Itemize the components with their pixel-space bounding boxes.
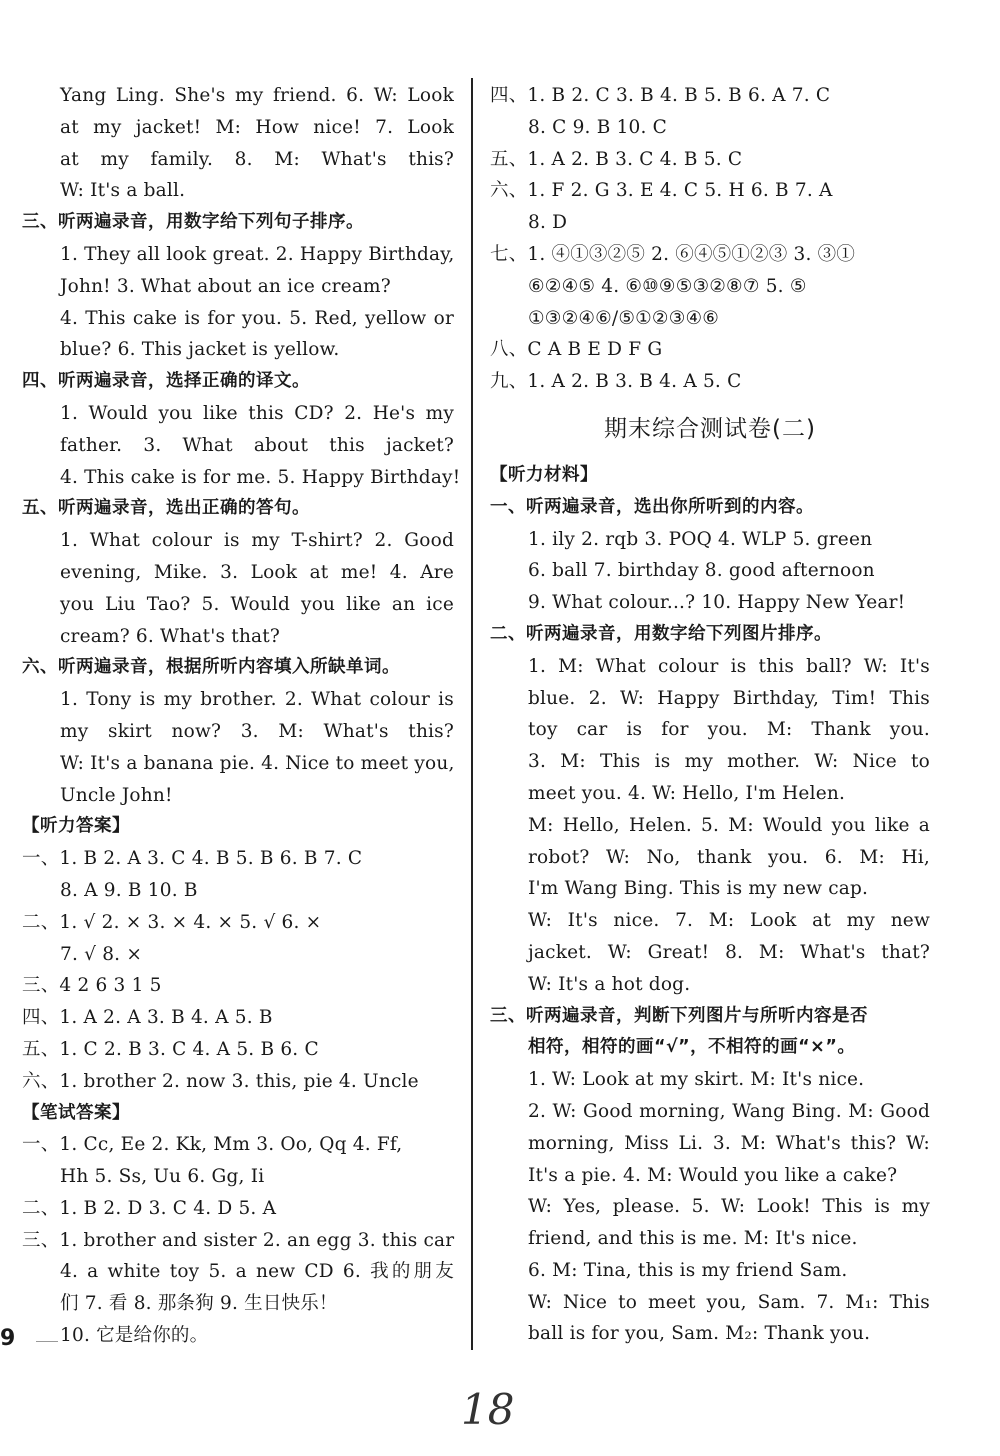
text-line: 4. This cake is for me. 5. Happy Birthday! bbox=[60, 466, 461, 488]
section-heading: 四、1. B 2. C 3. B 4. B 5. B 6. A 7. C bbox=[490, 85, 831, 106]
text-line: toy car is for you. M: Thank you. bbox=[528, 719, 930, 741]
text-line: 们 7. 看 8. 那条狗 9. 生日快乐！ bbox=[60, 1293, 338, 1315]
text-line: 8. C 9. B 10. C bbox=[528, 116, 668, 138]
handwritten-page-number: 18 bbox=[461, 1385, 515, 1434]
section-heading: 二、听两遍录音，用数字给下列图片排序。 bbox=[490, 623, 832, 644]
right-column bbox=[490, 80, 930, 1350]
text-line: 7. √ 8. × bbox=[60, 943, 143, 965]
text-line: robot? W: No, thank you. 6. M: Hi, bbox=[528, 846, 930, 868]
section-heading: 一、1. Cc, Ee 2. Kk, Mm 3. Oo, Qq 4. Ff, bbox=[22, 1134, 403, 1156]
section-heading: 三、听两遍录音，用数字给下列句子排序。 bbox=[22, 212, 364, 233]
answer-section-top bbox=[490, 80, 930, 398]
text-line: 1. W: Look at my skirt. M: It's nice. bbox=[528, 1069, 865, 1091]
section-heading: 六、1. F 2. G 3. E 4. C 5. H 6. B 7. A bbox=[490, 180, 833, 202]
text-line: ⑥②④⑤ 4. ⑥⑩⑨⑤③②⑧⑦ 5. ⑤ bbox=[528, 275, 807, 297]
text-line: meet you. 4. W: Hello, I'm Helen. bbox=[528, 782, 846, 804]
text-line: W: It's a banana pie. 4. Nice to meet you, bbox=[60, 752, 455, 774]
section-heading: 五、听两遍录音，选出正确的答句。 bbox=[22, 498, 310, 519]
section-heading: 五、1. A 2. B 3. C 4. B 5. C bbox=[490, 148, 743, 170]
section-heading: 相符，相符的画“√”，不相符的画“×”。 bbox=[528, 1037, 856, 1058]
section-heading: 【听力材料】 bbox=[490, 464, 598, 485]
text-line: evening, Mike. 3. Look at me! 4. Are bbox=[60, 561, 454, 583]
section-heading: 三、4 2 6 3 1 5 bbox=[22, 975, 162, 997]
text-line: jacket. W: Great! 8. M: What's that? bbox=[528, 941, 930, 963]
page-number: 9 bbox=[0, 1326, 16, 1351]
text-line: It's a pie. 4. M: Would you like a cake? bbox=[528, 1164, 898, 1186]
text-line: 3. M: This is my mother. W: Nice to bbox=[528, 751, 930, 773]
text-line: 4. This cake is for you. 5. Red, yellow or bbox=[60, 307, 454, 329]
text-line: 4. a white toy 5. a new CD 6. 我的朋友 bbox=[60, 1261, 454, 1283]
text-line: cream? 6. What's that? bbox=[60, 625, 281, 647]
text-line: 1. Tony is my brother. 2. What colour is bbox=[60, 689, 454, 711]
text-line: 2. W: Good morning, Wang Bing. M: Good bbox=[528, 1100, 930, 1122]
section-heading: 二、1. B 2. D 3. C 4. D 5. A bbox=[22, 1197, 277, 1219]
text-line: Hh 5. Ss, Uu 6. Gg, Ii bbox=[60, 1166, 265, 1188]
section-heading: 五、1. C 2. B 3. C 4. A 5. B 6. C bbox=[22, 1038, 319, 1060]
section-heading: 六、1. brother 2. now 3. this, pie 4. Uncle bbox=[22, 1070, 419, 1092]
text-line: Uncle John! bbox=[60, 784, 173, 806]
text-line: you Liu Tao? 5. Would you like an ice bbox=[60, 593, 454, 615]
text-line: John! 3. What about an ice cream? bbox=[60, 275, 391, 297]
text-line: W: It's a ball. bbox=[60, 180, 186, 202]
text-line: 1. What colour is my T-shirt? 2. Good bbox=[60, 530, 454, 552]
section-heading: 二、1. √ 2. × 3. × 4. × 5. √ 6. × bbox=[22, 911, 322, 933]
text-line: blue. 2. W: Happy Birthday, Tim! This bbox=[528, 687, 930, 709]
text-line: 1. ily 2. rqb 3. POQ 4. WLP 5. green bbox=[528, 528, 873, 550]
section-heading: 【听力答案】 bbox=[22, 816, 130, 837]
section-heading: 【笔试答案】 bbox=[22, 1102, 130, 1123]
text-line: W: Nice to meet you, Sam. 7. M₁: This bbox=[528, 1291, 930, 1313]
section-heading: 六、听两遍录音，根据所听内容填入所缺单词。 bbox=[22, 657, 400, 678]
listening-material-section bbox=[490, 460, 930, 1350]
page-number-rule bbox=[36, 1341, 58, 1342]
text-line: ball is for you, Sam. M₂: Thank you. bbox=[528, 1323, 871, 1345]
section-heading: 一、1. B 2. A 3. C 4. B 5. B 6. B 7. C bbox=[22, 848, 363, 870]
text-line: 8. A 9. B 10. B bbox=[60, 879, 198, 901]
text-line: 8. D bbox=[528, 212, 568, 234]
text-line: W: Yes, please. 5. W: Look! This is my bbox=[528, 1196, 930, 1218]
text-line: W: It's a hot dog. bbox=[528, 973, 691, 995]
section-heading: 八、C A B E D F G bbox=[490, 339, 663, 361]
section-heading: 四、听两遍录音，选择正确的译文。 bbox=[22, 371, 310, 392]
text-line: I'm Wang Bing. This is my new cap. bbox=[528, 878, 869, 900]
text-line: 1. They all look great. 2. Happy Birthday, bbox=[60, 243, 455, 265]
text-line: morning, Miss Li. 3. M: What's this? W: bbox=[528, 1132, 930, 1154]
section-heading: 三、1. brother and sister 2. an egg 3. this car bbox=[22, 1229, 455, 1251]
text-line: my skirt now? 3. M: What's this? bbox=[60, 720, 454, 742]
text-line: Yang Ling. She's my friend. 6. W: Look bbox=[60, 85, 454, 106]
test-title: 期末综合测试卷(二) bbox=[604, 415, 816, 442]
text-line: at my jacket! M: How nice! 7. Look bbox=[60, 116, 454, 138]
text-line: 6. ball 7. birthday 8. good afternoon bbox=[528, 560, 875, 582]
text-line: 1. Would you like this CD? 2. He's my bbox=[60, 402, 454, 424]
text-line: W: It's nice. 7. M: Look at my new bbox=[528, 910, 930, 932]
text-line: at my family. 8. M: What's this? bbox=[60, 148, 454, 170]
text-line: 6. M: Tina, this is my friend Sam. bbox=[528, 1259, 848, 1281]
text-line: father. 3. What about this jacket? bbox=[60, 434, 454, 456]
text-line: ①③②④⑥/⑤①②③④⑥ bbox=[528, 307, 720, 329]
section-heading: 四、1. A 2. A 3. B 4. A 5. B bbox=[22, 1007, 273, 1029]
text-line: 9. What colour...? 10. Happy New Year! bbox=[528, 592, 906, 614]
text-line: 10. 它是给你的。 bbox=[60, 1325, 209, 1347]
section-heading: 七、1. ④①③②⑤ 2. ⑥④⑤①②③ 3. ③① bbox=[490, 243, 856, 265]
text-line: blue? 6. This jacket is yellow. bbox=[60, 339, 340, 361]
section-heading: 九、1. A 2. B 3. B 4. A 5. C bbox=[490, 371, 742, 393]
column-divider bbox=[471, 78, 473, 1350]
text-line: M: Hello, Helen. 5. M: Would you like a bbox=[528, 814, 930, 836]
section-heading: 一、听两遍录音，选出你所听到的内容。 bbox=[490, 496, 814, 517]
section-heading: 三、听两遍录音，判断下列图片与所听内容是否 bbox=[490, 1005, 868, 1026]
left-column bbox=[22, 80, 461, 1352]
text-line: 1. M: What colour is this ball? W: It's bbox=[528, 655, 930, 677]
text-line: friend, and this is me. M: It's nice. bbox=[528, 1228, 858, 1250]
